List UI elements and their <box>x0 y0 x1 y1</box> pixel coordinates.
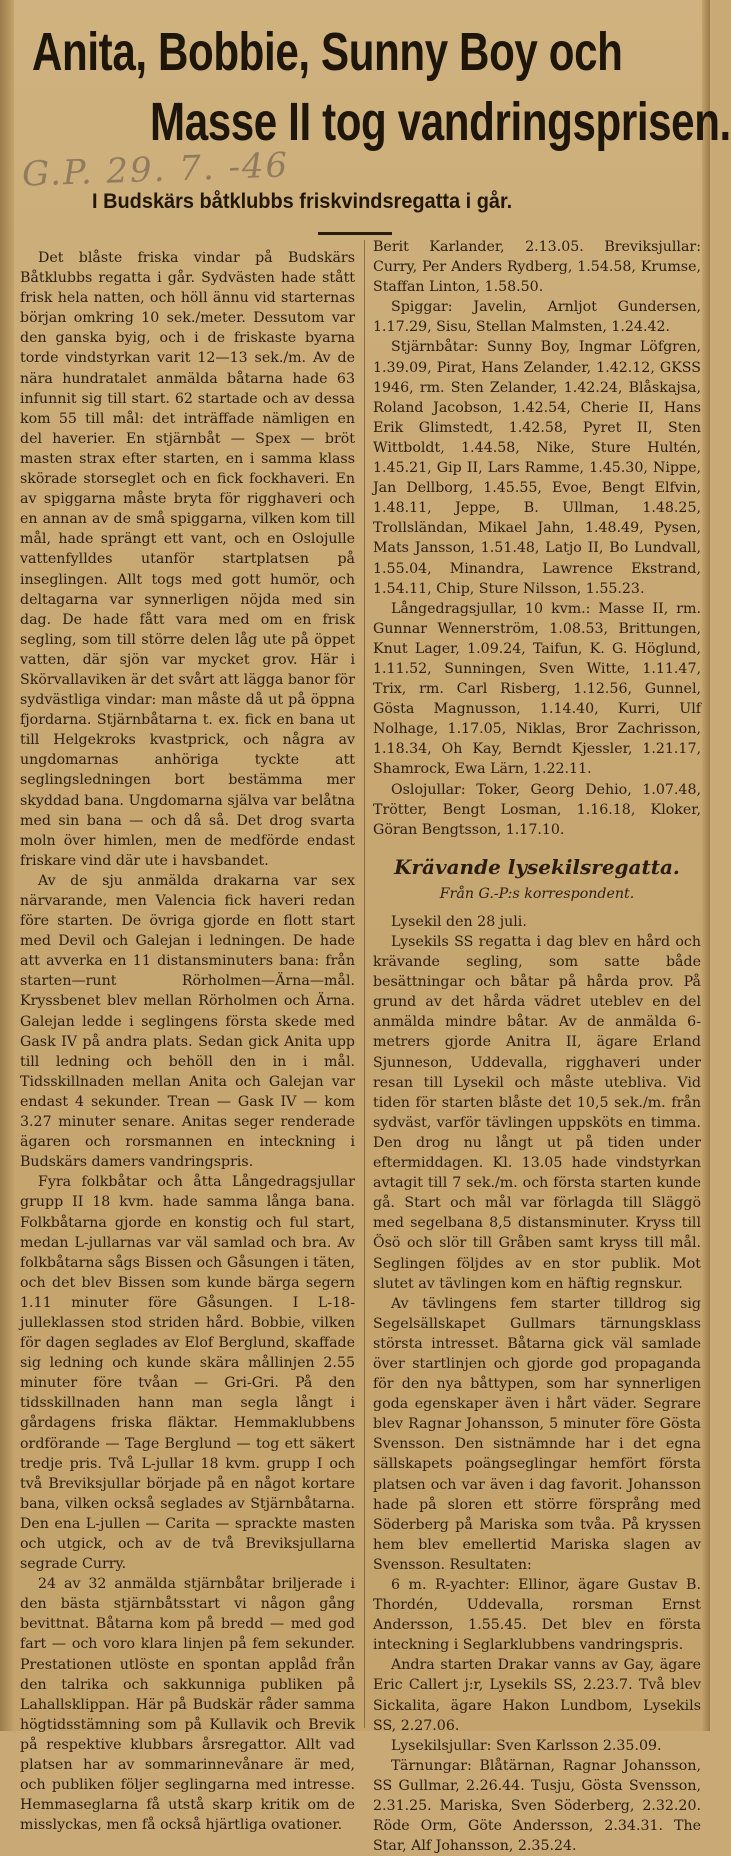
results-paragraph-5: Oslojullar: Toker, Georg Dehio, 1.07.48, Trötter, Bengt Losman, 1.16.18, Kloker, Göran Bengtsson, 1.17.10. <box>373 781 701 838</box>
clipping-left-edge <box>0 0 14 1731</box>
right-column <box>373 237 701 1855</box>
left-paragraph-1: Det blåste friska vindar på Budskärs Båtklubbs regatta i går. Sydvästen hade stått frisk hela natten, och höll ännu vid starternas början omkring 10 sek./meter. Dessutom var den ganska byig, och i de friskaste byarna torde vindstyrkan varit 12—13 sek./m. Av de nära hundratalet anmälda båtarna hade 63 infunnit sig till start. 62 startade och av dessa kom 55 till mål: det inträffade nämligen en del haverier. En stjärnbåt — Spex — bröt masten strax efter starten, en i samma klass skörade storseglet och en fick fockhaveri. En av spiggarna måste bryta för rigghaveri och en annan av de små spiggarna, vilken kom till mål, hade sprängt ett vant, och en Oslojulle vattenfylldes utanför startplatsen på inseglingen. Allt togs med gott humör, och deltagarna var synnerligen nöjda med sin dag. De hade fått vara med om en frisk segling, som till större delen låg ute på öppet vatten, där sjön var mycket grov. Här i Skörvallaviken är det svårt att lägga banor för sydvästliga vindar: man måste då ut på öppna fjordarna. Stjärnbåtarna t. ex. fick en bana ut till Helgekroks kvastprick, och några av ungdomarnas anhöriga tyckte att seglingsledningen bort bestämma mer skyddad bana. Ungdomarna själva var belåtna med sin bana — och då så. Det drog svarta moln över himlen, men de medförde endast friskare vind där ute i havsbandet. <box>20 250 355 869</box>
subheadline-rule <box>318 232 392 235</box>
results-paragraph-2: Spiggar: Javelin, Arnljot Gundersen, 1.17.29, Sisu, Stellan Malmsten, 1.24.42. <box>373 299 701 336</box>
clipping-right-edge <box>702 0 710 1731</box>
left-paragraph-2: Av de sju anmälda drakarna var sex närvarande, men Valencia fick haveri redan före starten. De övriga gjorde en flott start med Devil och Galejan i ledningen. De hade att avverka en 11 distansminuters bana: från starten—runt Rörholmen—Ärna—mål. Kryssbenet blev mellan Rörholmen och Ärna. Galejan ledde i seglingens första skede med Gask IV på andra plats. Sedan gick Anita upp till ledning och behöll den in i mål. Tidsskillnaden mellan Anita och Galejan var endast 4 sekunder. Trean — Gask IV — kom 3.27 minuter senare. Anitas seger renderade ägaren och rorsmannen en inteckning i Budskärs damers vandringspris. <box>20 872 355 1171</box>
results-paragraph-4: Långedragsjullar, 10 kvm.: Masse II, rm. Gunnar Wennerström, 1.08.53, Brittungen, Knut Lager, 1.09.24, Taifun, K. G. Höglund, 1.11.52, Sunningen, Sven Witte, 1.11.47, Trix, rm. Carl Risberg, 1.12.56, Gunnel, Gösta Magnusson, 1.14.40, Kurri, Ulf Nolhage, 1.17.05, Niklas, Bror Zachrisson, 1.18.34, Oh Kay, Berndt Kjessler, 1.21.17, Shamrock, Ewa Lärn, 1.22.11. <box>373 600 701 778</box>
lysekil-byline: Från G.-P:s korrespondent. <box>439 885 635 902</box>
lysekil-paragraph-4: Andra starten Drakar vanns av Gay, ägare Eric Callert j:r, Lysekils SS, 2.23.7. Två blev Sickalita, ägare Hakon Lundbom, Lysekils SS, 2.27.06. <box>373 1657 701 1734</box>
left-paragraph-4: 24 av 32 anmälda stjärnbåtar briljerade i den bästa stjärnbåtsstart vi någon gång bevittnat. Båtarna kom på bredd — med god fart — och voro klara linjen på fem sekunder. Prestationen utlöste en spontan applåd från den talrika och sakkunniga publiken på Lahallsklippan. Här på Budskär råder samma högtidsstämning som på Kullavik och Brevik på respektive klubbars årsregattor. Allt vad platsen har av sommarinnevånare är med, och publiken följer seglingarna med intresse. Hemmaseglarna få utstå skarp kritik om de misslyckas, men få också hjärtliga ovationer. <box>20 1576 355 1834</box>
results-paragraph-3: Stjärnbåtar: Sunny Boy, Ingmar Löfgren, 1.39.09, Pirat, Hans Zelander, 1.42.12, GKSS 1946, rm. Sten Zelander, 1.42.24, Blåskajsa, Roland Jacobson, 1.42.54, Cherie II, Hans Erik Glimstedt, 1.42.58, Pyret II, Sten Wittboldt, 1.44.58, Nike, Sture Hultén, 1.45.21, Gip II, Lars Ramme, 1.45.30, Nippe, Jan Dellborg, 1.45.55, Evoe, Bengt Elfvin, 1.48.11, Jeppe, B. Ullman, 1.48.25, Trollsländan, Mikael Jahn, 1.48.49, Pysen, Mats Jansson, 1.51.48, Latjo II, Bo Lundvall, 1.55.04, Minandra, Lawrence Ekstrand, 1.54.11, Chip, Sture Nilsson, 1.55.23. <box>373 339 701 597</box>
left-column <box>20 248 355 1834</box>
headline-line-1: Anita, Bobbie, Sunny Boy och <box>32 22 623 82</box>
subheadline: I Budskärs båtklubbs friskvindsregatta i går. <box>92 190 513 213</box>
lysekil-paragraph-1: Lysekils SS regatta i dag blev en hård och krävande segling, som satte både besättningar och båtar på hårda prov. På grund av det hårda vädret uteblev en del anmälda mindre båtar. Av de anmälda 6-metrers gjorde Anitra II, ägare Erland Sjunneson, Uddevalla, rigghaveri under resan till Lysekil och måste utebliva. Vid tiden för starten blåste det 10,5 sek./m. från sydväst, varför tävlingen uppsköts en timma. Den drog nu långt ut på tiden under eftermiddagen. Kl. 13.05 hade vindstyrkan avtagit till 7 sek./m. och första starten kunde gå. Start och mål var förlagda till Släggö med segelbana 8,5 distansminuter. Kryss till Ösö och slör till Gråben samt kryss till mål. Seglingen följdes av en stor publik. Mot slutet av tävlingen kom en häftig regnskur. <box>373 934 701 1292</box>
lysekil-dateline: Lysekil den 28 juli. <box>391 913 527 930</box>
lysekil-section-title: Krävande lysekilsregatta. <box>394 854 680 879</box>
results-paragraph-1: Berit Karlander, 2.13.05. Breviksjullar: Curry, Per Anders Rydberg, 1.54.58, Krumse, Staffan Linton, 1.58.50. <box>373 239 701 296</box>
left-paragraph-3: Fyra folkbåtar och åtta Långedragsjullar grupp II 18 kvm. hade samma långa bana. Folkbåtarna gjorde en konstig och ful start, medan L-jullarnas var väl samlad och bra. Av folkbåtarna sågs Bissen och Gåsungen i täten, och det blev Bissen som kunde bärga segern 1.11 minuter före Gåsungen. I L-18-julleklassen stod striden hård. Bobbie, vilken för dagen seglades av Elof Berglund, skaffade sig ledning och kunde skära mållinjen 2.55 minuter före tvåan — Gri-Gri. På den tidsskillnaden hann man segla långt i gårdagens friska fläktar. Hemmaklubbens ordförande — Tage Berglund — tog ett säkert tredje pris. Två L-jullar 18 kvm. grupp I och två Breviksjullar började på en något kortare bana, vilken också seglades av Stjärnbåtarna. Den ena L-jullen — Carita — sprackte masten och utgick, och av de två Breviksjullarna segrade Curry. <box>20 1174 355 1573</box>
lysekil-paragraph-2: Av tävlingens fem starter tilldrog sig Segelsällskapet Gullmars tärnungsklass största intresset. Båtarna gick väl samlade över startlinjen och gjorde god propaganda för den nya båttypen, som har synnerligen goda egenskaper även i hårt väder. Segrare blev Ragnar Johansson, 5 minuter före Gösta Svensson. Den sistnämnde har i det egna sällskapets poängseglingar hemfört första platsen och var även i dag favorit. Johansson hade på sloren ett större försprång med Söderberg på Mariska som tvåa. På kryssen hem blev emellertid Mariska slagen av Svensson. Resultaten: <box>373 1295 701 1573</box>
headline <box>18 12 731 162</box>
lysekil-paragraph-5: Lysekilsjullar: Sven Karlsson 2.35.09. <box>391 1737 662 1754</box>
column-divider <box>364 240 365 1728</box>
handwritten-date-note: G.P. 29. 7. -46 <box>21 145 290 195</box>
lysekil-paragraph-6: Tärnungar: Blåtärnan, Ragnar Johansson, SS Gullmar, 2.26.44. Tusju, Gösta Svensson, 2.31.25. Mariska, Sven Söderberg, 2.32.20. Röde Orm, Göte Andersson, 2.34.31. The Star, Alf Johansson, 2.35.24. <box>373 1757 701 1855</box>
headline-line-2: Masse II tog vandringsprisen. <box>150 92 731 152</box>
lysekil-paragraph-3: 6 m. R-yachter: Ellinor, ägare Gustav B. Thordén, Uddevalla, rorsman Ernst Andersson, 1.55.45. Det blev en första inteckning i Seglarklubbens vandringspris. <box>373 1577 701 1654</box>
